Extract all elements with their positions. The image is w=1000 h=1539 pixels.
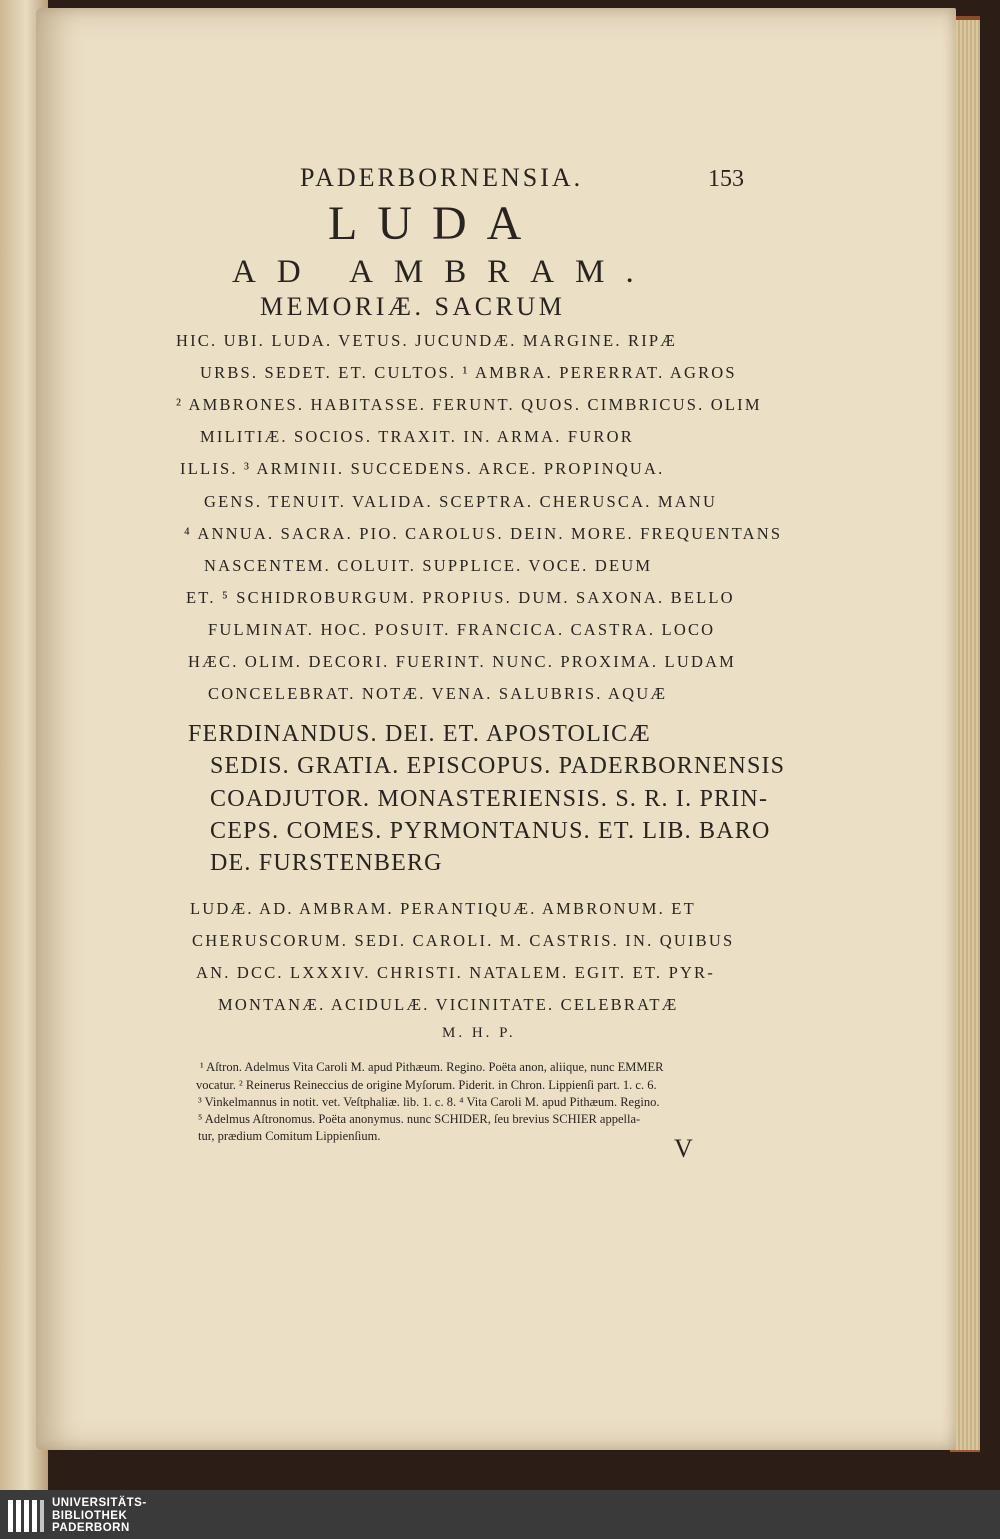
- footnote-line: ¹ Aſtron. Adelmus Vita Caroli M. apud Pithæum. Regino. Poëta anon, aliique, nunc EMMER: [200, 1060, 664, 1074]
- dedication-line: DE. FURSTENBERG: [210, 850, 443, 876]
- mhp-abbreviation: M. H. P.: [442, 1025, 516, 1041]
- verse-line: HÆC. OLIM. DECORI. FUERINT. NUNC. PROXIMA. LUDAM: [188, 652, 737, 671]
- verse-line: FULMINAT. HOC. POSUIT. FRANCICA. CASTRA. LOCO: [208, 620, 716, 639]
- verse-line: HIC. UBI. LUDA. VETUS. JUCUNDÆ. MARGINE. RIPÆ: [176, 331, 678, 350]
- footnote-line: ⁵ Adelmus Aſtronomus. Poëta anonymus. nunc SCHIDER, ſeu brevius SCHIER appella-: [198, 1112, 641, 1126]
- verse-line: GENS. TENUIT. VALIDA. SCEPTRA. CHERUSCA. MANU: [204, 492, 718, 511]
- running-head: PADERBORNENSIA.: [300, 163, 584, 192]
- verse-line: NASCENTEM. COLUIT. SUPPLICE. VOCE. DEUM: [204, 556, 653, 575]
- dedication-line: CEPS. COMES. PYRMONTANUS. ET. LIB. BARO: [210, 818, 771, 844]
- verse-line: URBS. SEDET. ET. CULTOS. ¹ AMBRA. PERERRAT. AGROS: [200, 363, 737, 382]
- dedication-line: FERDINANDUS. DEI. ET. APOSTOLICÆ: [188, 721, 651, 747]
- dedication-line: COADJUTOR. MONASTERIENSIS. S. R. I. PRIN-: [210, 786, 769, 812]
- verse-line: CONCELEBRAT. NOTÆ. VENA. SALUBRIS. AQUÆ: [208, 684, 668, 703]
- footnote-line: vocatur. ² Reinerus Reineccius de origine Myſorum. Piderit. in Chron. Lippienſi part. 1. c. 6.: [196, 1078, 657, 1092]
- inscription-line: MONTANÆ. ACIDULÆ. VICINITATE. CELEBRATÆ: [218, 995, 679, 1014]
- page-subtitle-memoriae: MEMORIÆ. SACRUM: [260, 292, 566, 321]
- page-number: 153: [708, 166, 744, 192]
- footnote-line: tur, prædium Comitum Lippienſium.: [198, 1129, 381, 1143]
- inscription-line: CHERUSCORUM. SEDI. CAROLI. M. CASTRIS. IN. QUIBUS: [192, 931, 735, 950]
- library-name-line: BIBLIOTHEK: [52, 1509, 128, 1522]
- verse-line: MILITIÆ. SOCIOS. TRAXIT. IN. ARMA. FUROR: [200, 427, 634, 446]
- verse-line: ILLIS. ³ ARMINII. SUCCEDENS. ARCE. PROPINQUA.: [180, 459, 665, 478]
- verse-line: ² AMBRONES. HABITASSE. FERUNT. QUOS. CIMBRICUS. OLIM: [176, 395, 762, 414]
- footer-bar: [0, 1490, 1000, 1539]
- inscription-line: LUDÆ. AD. AMBRAM. PERANTIQUÆ. AMBRONUM. ET: [190, 899, 696, 918]
- footnote-line: ³ Vinkelmannus in notit. vet. Veſtphaliæ. lib. 1. c. 8. ⁴ Vita Caroli M. apud Pithæum. Regino.: [198, 1095, 660, 1109]
- signature-mark: V: [674, 1134, 693, 1163]
- page-title: LUDA: [328, 197, 542, 250]
- page-subtitle: AD AMBRAM.: [232, 254, 655, 290]
- library-logo-text: [52, 1497, 147, 1535]
- inscription-line: AN. DCC. LXXXIV. CHRISTI. NATALEM. EGIT. ET. PYR-: [196, 963, 715, 982]
- dedication-line: SEDIS. GRATIA. EPISCOPUS. PADERBORNENSIS: [210, 753, 786, 779]
- library-logo-icon: [6, 1496, 46, 1536]
- library-name-line: PADERBORN: [52, 1522, 130, 1534]
- verse-line: ET. ⁵ SCHIDROBURGUM. PROPIUS. DUM. SAXONA. BELLO: [186, 588, 735, 607]
- library-name-line: UNIVERSITÄTS-: [52, 1497, 147, 1509]
- verse-line: ⁴ ANNUA. SACRA. PIO. CAROLUS. DEIN. MORE. FREQUENTANS: [184, 524, 783, 543]
